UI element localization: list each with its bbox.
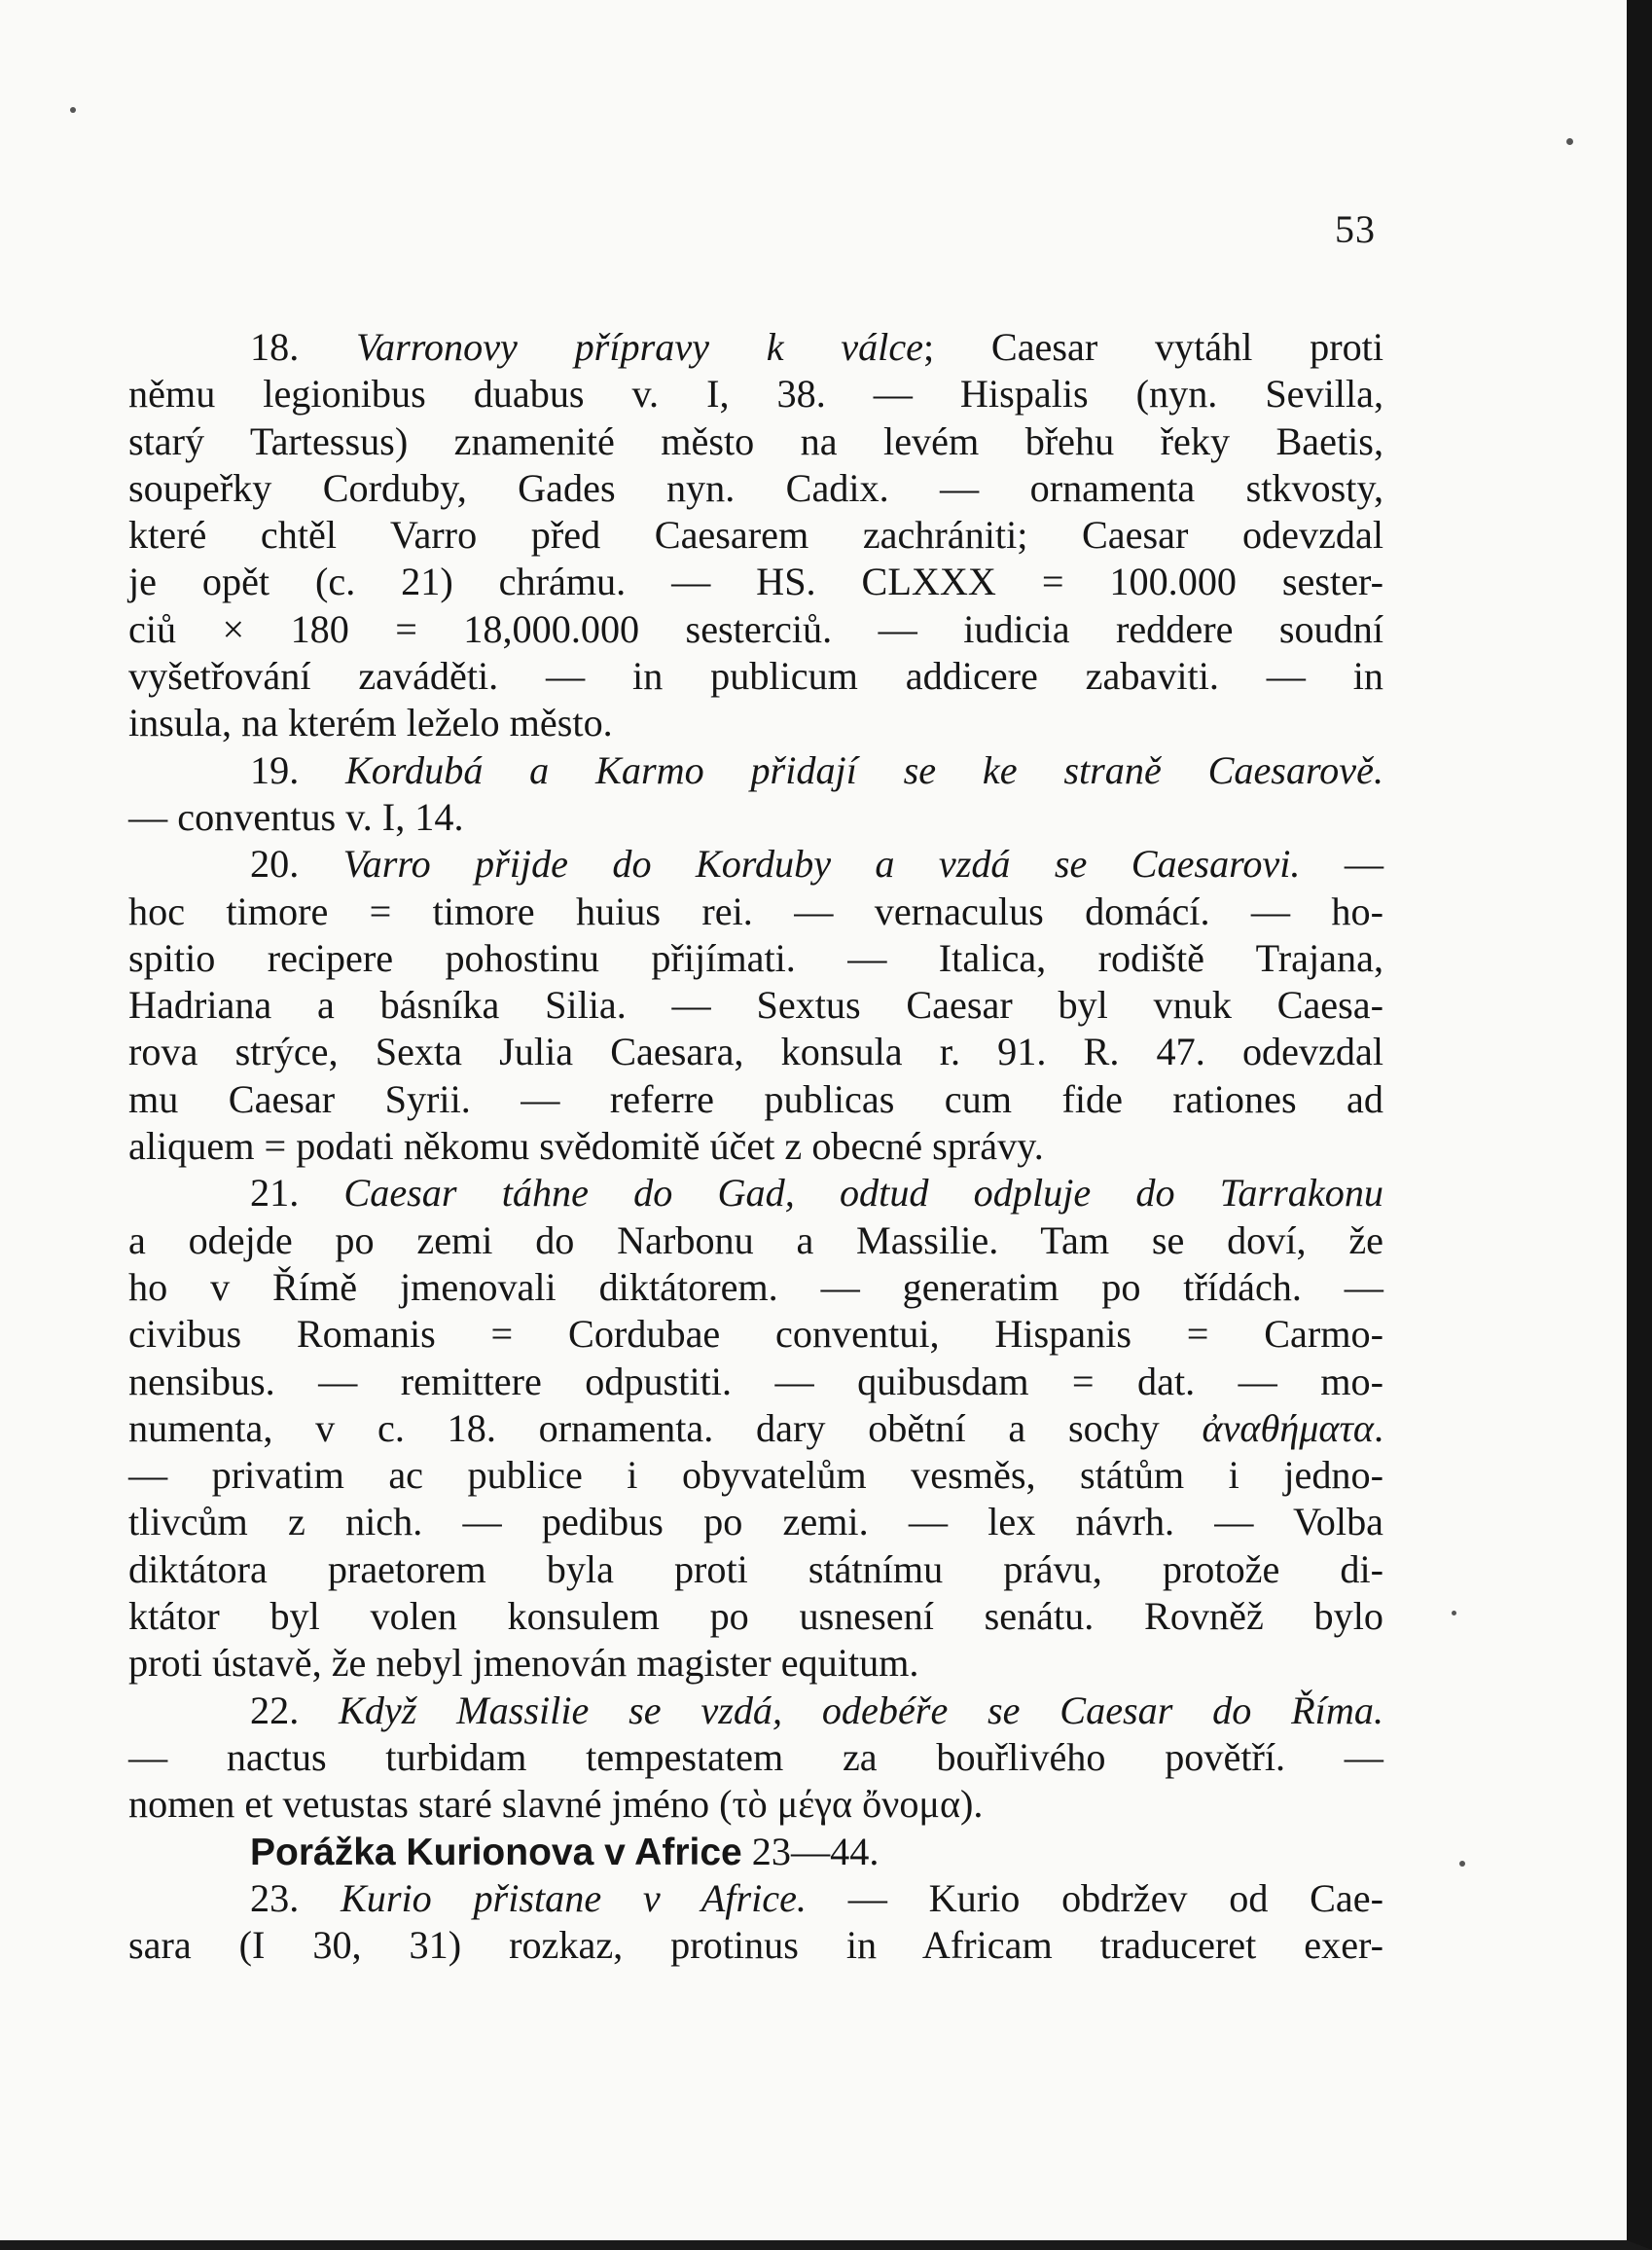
text-run: Hadriana a básníka Silia. — Sextus Caesar byl vnuk Caesa- <box>128 983 1383 1028</box>
text-line <box>128 1734 1383 1781</box>
section-heading-title: Porážka Kurionova v Africe <box>250 1831 742 1873</box>
text-run: — nactus turbidam tempestatem za bouřlivého povětří. — <box>128 1734 1383 1779</box>
text-line <box>128 1499 1383 1545</box>
print-speck <box>1459 1861 1465 1867</box>
text-run: nensibus. — remittere odpustiti. — quibusdam = dat. — mo- <box>128 1359 1383 1403</box>
italic-summary: Kurio přistane v Africe. <box>340 1875 807 1920</box>
text-run: — conventus v. I, 14. <box>128 794 464 839</box>
text-line <box>128 371 1383 417</box>
text-line <box>128 935 1383 982</box>
text-run: numenta, v c. 18. ornamenta. dary obětní a sochy <box>128 1405 1203 1450</box>
text-line <box>128 700 1383 746</box>
text-run: insula, na kterém leželo město. <box>128 701 613 745</box>
italic-summary: Varro přijde do Korduby a vzdá se Caesarovi. <box>342 842 1301 887</box>
italic-summary: Když Massilie se vzdá, odebéře se Caesar do Říma. <box>339 1688 1384 1732</box>
text-line <box>128 418 1383 465</box>
text-run: 21. <box>250 1171 344 1216</box>
text-line <box>128 982 1383 1029</box>
text-line <box>128 465 1383 512</box>
text-run: ho v Římě jmenovali diktátorem. — generatim po třídách. — <box>128 1264 1383 1309</box>
text-run: — Kurio obdržev od Cae- <box>806 1875 1383 1920</box>
text-run: je opět (c. 21) chrámu. — HS. CLXXX = 100.000 sester- <box>128 560 1383 604</box>
text-run: — <box>1300 842 1384 887</box>
section-heading <box>128 1829 1383 1875</box>
text-line <box>128 747 1383 794</box>
text-run: . <box>1373 1405 1383 1450</box>
text-line <box>128 1593 1383 1640</box>
text-line <box>128 1311 1383 1358</box>
text-line <box>128 1170 1383 1216</box>
text-run: rova strýce, Sexta Julia Caesara, konsula r. 91. R. 47. odevzdal <box>128 1030 1383 1074</box>
text-run: a odejde po zemi do Narbonu a Massilie. Tam se doví, že <box>128 1217 1383 1262</box>
text-run: proti ústavě, že nebyl jmenován magister equitum. <box>128 1641 919 1686</box>
text-run: nomen et vetustas staré slavné jméno (τὸ μέγα ὄνομα). <box>128 1782 984 1827</box>
page-text <box>128 324 1383 1969</box>
text-line <box>128 1922 1383 1969</box>
text-run: 20. <box>250 842 343 887</box>
text-line <box>128 1781 1383 1828</box>
section-heading-range: 23—44. <box>741 1829 880 1873</box>
text-run: sara (I 30, 31) rozkaz, protinus in Africam traduceret exer- <box>128 1923 1383 1968</box>
text-line <box>128 1359 1383 1405</box>
text-run: — privatim ac publice i obyvatelům vesměs, státům i jedno- <box>128 1453 1383 1498</box>
text-line <box>128 1076 1383 1123</box>
text-run: které chtěl Varro před Caesarem zachrániti; Caesar odevzdal <box>128 513 1383 558</box>
text-line <box>128 794 1383 841</box>
text-line <box>128 1405 1383 1452</box>
text-line <box>128 324 1383 371</box>
text-line <box>128 1217 1383 1264</box>
italic-summary: Varronovy přípravy k válce <box>355 325 924 369</box>
text-run: tlivcům z nich. — pedibus po zemi. — lex návrh. — Volba <box>128 1500 1383 1544</box>
print-speck <box>70 107 76 113</box>
print-speck <box>1452 1611 1456 1615</box>
text-run: vyšetřování zaváděti. — in publicum addicere zabaviti. — in <box>128 654 1383 699</box>
text-line <box>128 841 1383 888</box>
text-line <box>128 889 1383 935</box>
text-line <box>128 1264 1383 1311</box>
italic-summary: Kordubá a Karmo přidají se ke straně Caesarově. <box>345 747 1383 792</box>
text-run: diktátora praetorem byla proti státnímu právu, protože di- <box>128 1546 1383 1591</box>
text-line <box>128 606 1383 653</box>
text-run: 22. <box>250 1688 340 1732</box>
text-line <box>128 1546 1383 1593</box>
italic-summary: ἀναθήματα <box>1202 1405 1374 1450</box>
text-run: soupeřky Corduby, Gades nyn. Cadix. — ornamenta stkvosty, <box>128 465 1383 510</box>
text-run: hoc timore = timore huius rei. — vernaculus domácí. — ho- <box>128 889 1383 933</box>
text-run: 19. <box>250 747 345 792</box>
text-line <box>128 559 1383 605</box>
text-line <box>128 1875 1383 1922</box>
text-line <box>128 512 1383 559</box>
text-run: ciů × 180 = 18,000.000 sesterciů. — iudicia reddere soudní <box>128 606 1383 651</box>
text-line <box>128 1123 1383 1170</box>
text-run: spitio recipere pohostinu přijímati. — Italica, rodiště Trajana, <box>128 935 1383 980</box>
print-speck <box>1566 138 1573 145</box>
text-line <box>128 1640 1383 1687</box>
text-run: aliquem = podati někomu svědomitě účet z obecné správy. <box>128 1124 1044 1169</box>
text-line <box>128 1688 1383 1734</box>
text-run: 18. <box>250 325 356 369</box>
text-run: ; Caesar vytáhl proti <box>923 325 1384 369</box>
text-run: ktátor byl volen konsulem po usnesení senátu. Rovněž bylo <box>128 1594 1383 1639</box>
text-line <box>128 1029 1383 1075</box>
text-run: 23. <box>250 1875 341 1920</box>
text-line <box>128 653 1383 700</box>
text-line <box>128 1452 1383 1499</box>
text-run: starý Tartessus) znamenité město na levém břehu řeky Baetis, <box>128 418 1383 463</box>
text-run: němu legionibus duabus v. I, 38. — Hispalis (nyn. Sevilla, <box>128 372 1383 417</box>
page-number: 53 <box>1335 207 1376 251</box>
text-run: mu Caesar Syrii. — referre publicas cum fide rationes ad <box>128 1076 1383 1121</box>
text-run: civibus Romanis = Cordubae conventui, Hispanis = Carmo- <box>128 1312 1383 1357</box>
italic-summary: Caesar táhne do Gad, odtud odpluje do Tarrakonu <box>343 1171 1384 1216</box>
